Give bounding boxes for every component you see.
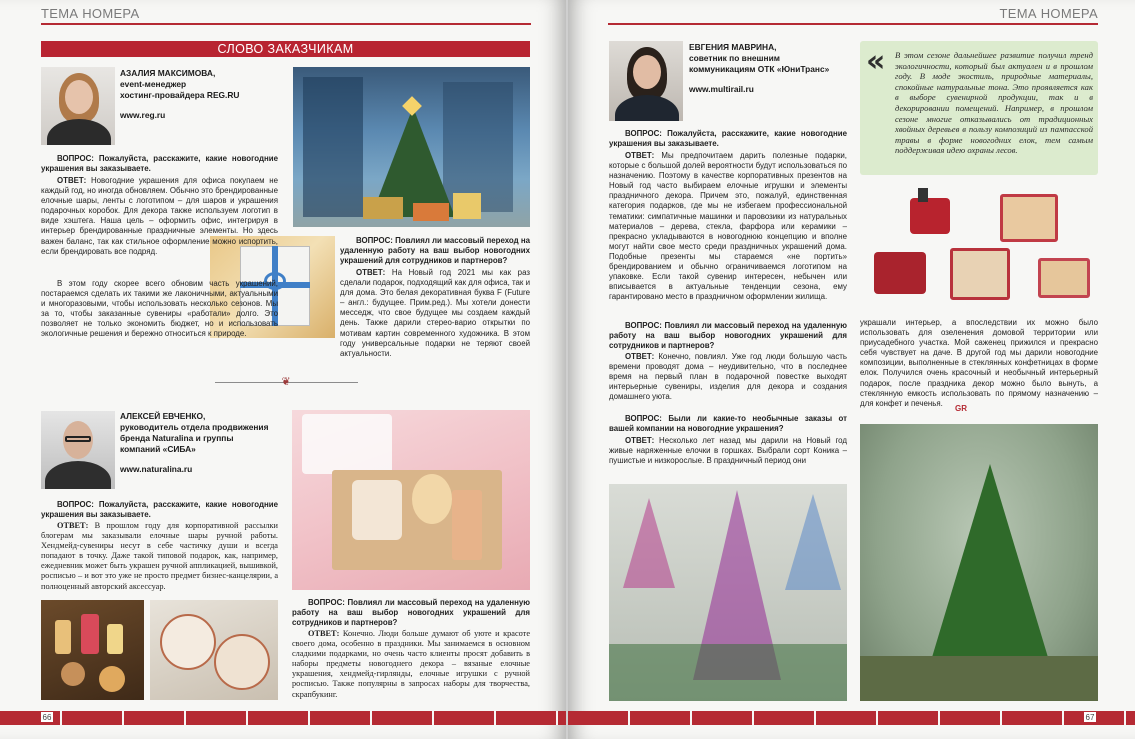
mavrina-name: ЕВГЕНИЯ МАВРИНА, xyxy=(689,42,777,52)
conifer-pot-photo xyxy=(860,424,1098,701)
footer-band-left xyxy=(0,711,566,725)
header-rule-right xyxy=(608,23,1098,25)
reg-a1: ОТВЕТ: Новогодние украшения для офиса покупаем не каждый год, но иногда обновляем. Обычно это брендированные елочные шары, ленты с логотипом – для шаров и украшения подарочных коробок. Для декора также используем логотип в виде хэштега. Наша цель – оформить офис, интегрируя в интерьер брендированные праздничные элементы. Но здесь важен баланс, так как стильное оформление можно испортить, если брендировать все подряд. xyxy=(41,176,278,256)
nat-q1: ВОПРОС: Пожалуйста, расскажите, какие новогодние украшения вы заказываете. xyxy=(41,500,278,520)
mavrina-site-link[interactable]: www.multirail.ru xyxy=(689,84,754,94)
gift-box-pink-photo xyxy=(292,410,530,590)
quote-text: В этом сезоне дальнейшее развитие получил тренд экологичности, который был актуален и в прошлом году. В моде экостиль, природные материалы, спокойные натуральные тона. Это проявляется как в выборе сувенирной продукции, так и в декорировании помещений. Например, в прошлом сезоне многие отказывались от традиционных хвойных деревьев в пользу композиций из пампасской травы в форме новогодних елок, тем самым поддерживая идею охраны лесов. xyxy=(895,50,1093,156)
mav-q2: ВОПРОС: Повлиял ли массовый переход на удаленную работу на ваш выбор новогодних украшений для сотрудников и партнеров? xyxy=(609,321,847,351)
reg-a2-part1: ОТВЕТ: На Новый год 2021 мы как раз сделали подарок, подходящий как для офиса, так и для дома. Это белая декоративная буква F (Future – англ.: будущее. Прим.ред.). Мы хотели донести месседж, что свое будущее мы создаем каждый день. Также дарили стерео-варио открытки по мотивам картин современного художника. В этом году универсальные подарки не теряют своей актуальности. xyxy=(340,268,530,358)
evchenko-role1: руководитель отдела продвижения xyxy=(120,422,269,432)
quote-chevron-icon: « xyxy=(866,44,886,79)
header-rule-left xyxy=(41,23,531,25)
mavrina-portrait xyxy=(609,41,683,121)
maksimova-company: хостинг-провайдера REG.RU xyxy=(120,90,240,100)
mav-q3: ВОПРОС: Были ли какие-то необычные заказы от вашей компании на новогодние украшения? xyxy=(609,414,847,434)
mavrina-role2: коммуникациям ОТК «ЮниТранс» xyxy=(689,64,830,74)
evchenko-portrait xyxy=(41,411,115,489)
glass-trees-photo xyxy=(609,484,847,701)
office-tree-photo xyxy=(293,67,530,227)
toy-trains-photo xyxy=(860,180,1098,312)
mav-q1: ВОПРОС: Пожалуйста, расскажите, какие новогодние украшения вы заказываете. xyxy=(609,129,847,149)
section-header-left: ТЕМА НОМЕРА xyxy=(41,6,140,21)
nat-a1: ОТВЕТ: В прошлом году для корпоративной рассылки блогерам мы заказывали елочные шары ручной работы. Хендмейд-сувениры несут в себе частичку души и всегда попадают в точку. Даже такой типовой подарок, как, например, ежедневник может быть украшен ручной аппликацией, вышивкой, росписью – и вот это уже не просто предмет бизнес-канцелярии, а полноценный авторский аксессуар. xyxy=(41,521,279,591)
reg-q2: ВОПРОС: Повлиял ли массовый переход на удаленную работу на ваш выбор новогодних украшений для сотрудников и партнеров? xyxy=(340,236,530,266)
section-banner: СЛОВО ЗАКАЗЧИКАМ xyxy=(41,41,530,57)
section-header-right: ТЕМА НОМЕРА xyxy=(999,6,1098,21)
nat-a2: ОТВЕТ: Конечно. Люди больше думают об уюте и красоте своего дома, особенно в праздники. Мы занимаемся в основном сладкими подарками, но очень часто клиенты просят добавить в наборы предметы новогоднего декора – вязаные елочные украшения, хендмейд-гирлянды, елочные игрушки с ручной росписью. Также популярны в запросах наборы для творчества, скрапбукинг. xyxy=(292,629,530,699)
maksimova-portrait xyxy=(41,67,115,145)
maksimova-site-link[interactable]: www.reg.ru xyxy=(120,110,166,120)
mav-a1: ОТВЕТ: Мы предпочитаем дарить полезные подарки, которые с большой долей вероятности будут использоваться по назначению. Поэтому в качестве корпоративных презентов на Новый год часто выбираем елочные игрушки и элементы праздничного декора. Причем это, пожалуй, единственная категория подарков, где мы не избегаем профессиональной тематики: симпатичные машинки и паровозики из натуральных материалов – дерева, стекла, фарфора или керамики – прекрасно укладываются в новогоднюю концепцию и вполне могут найти свое место среди праздничных украшений дома. Подобные презенты мы стараемся «не портить» брендированием и обычно ограничиваемся логотипом на упаковке. Если такой сувенир интересен, небычен или вписывается в актуальные тенденции сезона, ему гарантировано место в праздничном оформлении жилища. xyxy=(609,151,847,302)
nat-q2: ВОПРОС: Повлиял ли массовый переход на удаленную работу на ваш выбор новогодних украшений для сотрудников и партнеров? xyxy=(292,598,530,628)
evchenko-role2: бренда Naturalina и группы xyxy=(120,433,234,443)
reg-a1b: В этом году скорее всего обновим часть украшений, постараемся сделать их такими же лаконичными, актуальными и многоразовыми, чтобы использовать несколько сезонов. Мы за то, чтобы заказанные сувениры «работали» долго. Это позволяет не только экономить бюджет, но и использовать экологичные решения и бережно относиться к природе. xyxy=(41,279,278,339)
footer-band-right xyxy=(568,711,1135,725)
maksimova-name: АЗАЛИЯ МАКСИМОВА, xyxy=(120,68,216,78)
handmade-bottles-photo xyxy=(41,600,144,700)
mav-a2: ОТВЕТ: Конечно, повлиял. Уже год люди большую часть времени проводят дома – неудивительно, что в последнее время на первый план в подарочной повестке выходят интерьерные сувениры, изделия для декора и создания домашнего уюта. xyxy=(609,352,847,402)
mavrina-role1: советник по внешним xyxy=(689,53,780,63)
ornament-divider-icon: ❦ xyxy=(281,376,291,388)
evchenko-role3: компаний «СИБА» xyxy=(120,444,196,454)
mav-a3: ОТВЕТ: Несколько лет назад мы дарили на Новый год живые наряженные елочки в горшках. Выбрали сорт Коника – пушистые и низкорослые. В праздничный период они xyxy=(609,436,847,466)
left-page xyxy=(0,0,566,739)
page-number-left: 66 xyxy=(40,711,54,723)
gr-mark: GR xyxy=(955,404,967,413)
mav-a3-cont: украшали интерьер, а впоследствии их можно было использовать для озеленения домовой территории или приусадебного участка. Мой саженец прижился и прекрасно себя чувствует на даче. В другой год мы дарили новогодние композиции, выполненные в стеклянных конфетницах в форме елок. Получился очень красочный и необычный интерьерный подарок, после праздника декор можно было вынуть, а стеклянную емкость использовать по прямому назначению – для конфет и печенья. xyxy=(860,318,1098,408)
page-number-right: 67 xyxy=(1083,711,1097,723)
maksimova-role: event-менеджер xyxy=(120,79,187,89)
evchenko-name: АЛЕКСЕЙ ЕВЧЕНКО, xyxy=(120,411,206,421)
painted-balls-photo xyxy=(150,600,278,700)
evchenko-site-link[interactable]: www.naturalina.ru xyxy=(120,464,193,474)
reg-q1: ВОПРОС: Пожалуйста, расскажите, какие новогодние украшения вы заказываете. xyxy=(41,154,278,174)
